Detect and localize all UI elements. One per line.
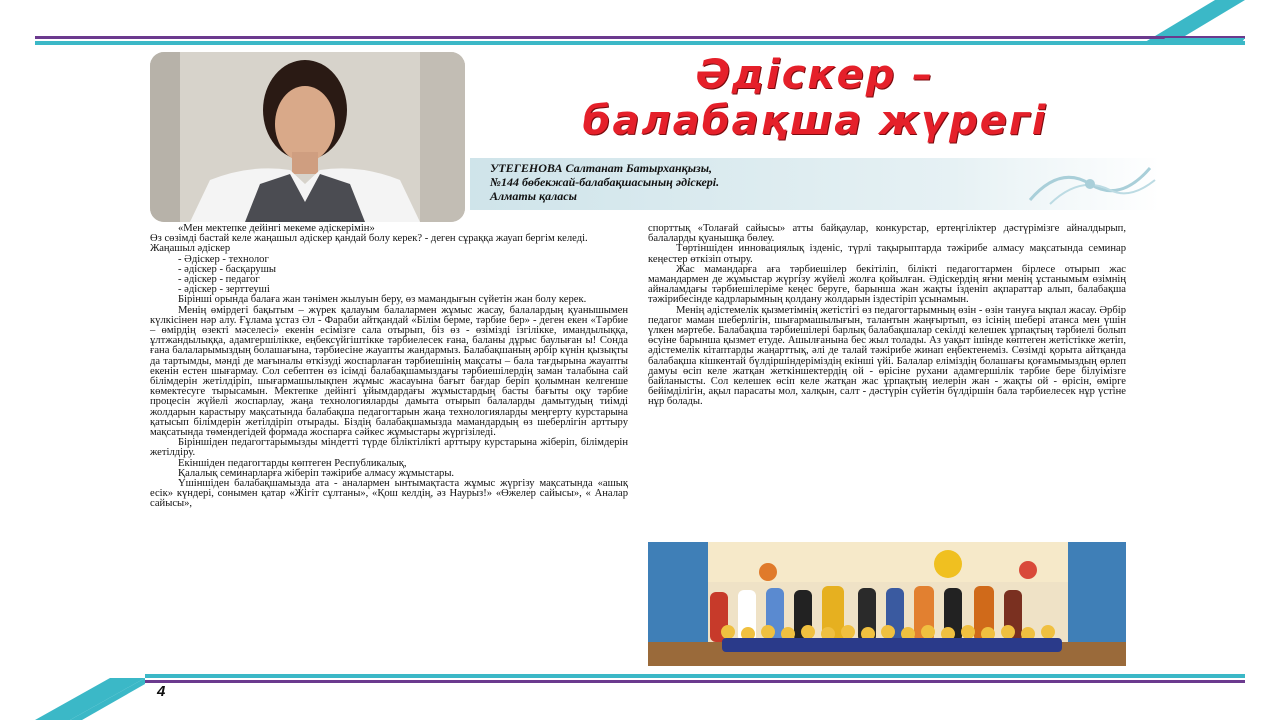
paragraph: «Мен мектепке дейінгі мекеме әдіскерімін» bbox=[178, 223, 375, 234]
paragraph: Бірінші орында балаға жан тәнімен жылуын беру, өз мамандығын сүйетін жан болу керек. bbox=[178, 294, 587, 306]
paragraph: Қалалық семинарларға жіберіп тәжірибе алмасу жұмыстары. bbox=[178, 467, 455, 479]
title-line-2: балабақша жүрегі bbox=[582, 98, 1048, 144]
author-info-box bbox=[470, 158, 1160, 210]
page-number: 4 bbox=[157, 683, 166, 700]
top-decorative-band bbox=[0, 0, 1280, 50]
paragraph: Жаңашыл әдіскер bbox=[150, 243, 231, 255]
paragraph: Екіншіден педагогтарды көптеген Республикалық, bbox=[178, 457, 407, 469]
paragraph: Өз сөзімді бастай келе жаңашыл әдіскер қандай болу керек? - деген сұраққа жауап бергім келеді. bbox=[150, 233, 588, 245]
paragraph: Төртіншіден инновациялық ізденіс, түрлі тақырыптарда тәжірибе алмасу мақсатында семинар кеңестер өткізіп отыру. bbox=[648, 243, 1126, 265]
list-item: - әдіскер - педагог bbox=[178, 274, 260, 286]
article-column-right bbox=[648, 224, 1126, 408]
paragraph: Үшіншіден балабақшамызда ата - аналармен ынтымақтаста жұмыс жүргізу мақсатында «ашық есік» күндері, сонымен қатар «Жігіт сұлтаны», «Қош келдің, әз Наурыз!» «Өжелер сайысы», « Аналар сайысы», bbox=[150, 478, 628, 510]
author-portrait-photo bbox=[150, 52, 465, 222]
paragraph: Менің әдістемелік қызметімнің жетістігі өз педагогтарымның өзін - өзін тануға ықпал жасау. Әрбір педагог маман шеберлігін, шығармашылығын, талантын жаңғыртып, өз ісінің шебері атанса мен үшін үлкен мәртебе. Балабақша тәрбиешілері барлық балабақшалар секілді келешек ұрпақтың тәрбиелі болып өсуіне барынша қызмет етуде. Ашылғанына бес жыл толады. Аз уақыт ішінде көптеген жетістікке жетіп, әдістемелік кітаптарды жаңарттық, әлі де талай тәжірибе жинап еңбектенеміз. Сөзімді қорыта айтқанда балабақша кішкентай бүлдіршіндеріміздің екінші үйі. Балалар еліміздің болашағы қоғамымыздың өрлеп дамуы өсіп келе жатқан жеткіншектердің ой - өрісіне рухани адамгершілік тәрбие бере білуімізге байланысты. Сол келешек өсіп келе жатқан жас ұрпақтың иелерін жан - жақты ой - өрісін, өмірге бейімділігін, ақыл парасаты мол, халқын, салт - дәстүрін сүйетін бүлдіршін бала тәрбиелесек нұр үстіне нұр болады. bbox=[648, 304, 1126, 408]
author-position: №144 бөбекжай-балабақшасының әдіскері. bbox=[490, 175, 720, 189]
list-item: - әдіскер - зерттеуші bbox=[178, 284, 270, 296]
list-item: - әдіскер - басқарушы bbox=[178, 263, 276, 275]
title-line-1: Әдіскер – bbox=[695, 52, 935, 98]
kindergarten-group-photo bbox=[648, 542, 1126, 666]
bottom-decorative-band bbox=[0, 668, 1280, 720]
ornament-icon bbox=[1020, 160, 1160, 208]
paragraph: Біріншіден педагогтарымызды міндетті түрде біліктілікті арттыру курстарына жіберіп, білімдерін жетілдіру. bbox=[150, 437, 628, 459]
author-name: УТЕГЕНОВА Салтанат Батырханқызы, bbox=[490, 161, 713, 175]
author-city: Алматы қаласы bbox=[490, 189, 577, 203]
paragraph: Менің өмірдегі бақытым – жүрек қалауым балалармен жұмыс жасау, балалардың қуанышымен күлкісінен нәр алу. Ғұлама ұстаз Әл - Фараби айтқандай «Білім берме, тәрбие бер» - деген екен «Тәрбие – өмірдің өзекті мәселесі» екенін есімізге сала отырып, біз өз - өзімізді ізгілікке, имандылыққа, ұлтжандылыққа, адамгершілікке, еңбексүйгіштікке тәрбиелесек ғана, баланы дұрыс баулыған ы! Сонда ғана балаларымыздың болашағына, тәрбиесіне жауапты жандармыз. Балабақшаның әрбір күнін қызықты да тартымды, мәнді де мағыналы өткізуді жоспарлаған тәрбиешінің мақсаты – бала тағдырына жауапты екенін естен шығармау. Сол себептен өз ісімді балабақшамыздағы тәрбиешілердің заман талабына сай білімдерін жетілдіріп, шығармашылықпен жұмыс жасауына бағыт бағдар беріп қолымнан келгенше көмектесуге тырысамын. Мектепке дейінгі ұйымдардағы жұмыстардың басты бағыты оқу тәрбие процесін жүйелі жоспарлау, жаңа технологияларды дамыта отырып балаларды дамытудың тиімді жолдарын карастыру мақсатында балабақша педагогтарын жаңа технологияларды меңгерту курстарына қатысып білімдерін жетілдіріп отырады. Біздің балабақшамызда мамандардың өз шеберлігін арттыру мақсатында төмендегідей формада жоспарға сәйкес жұмыстары жүргізіледі. bbox=[150, 304, 628, 439]
paragraph: спорттық «Толағай сайысы» атты байқаулар, конкурстар, ертеңгіліктер дәстүрімізге айналдырып, балаларды қуанышқа бөлеу. bbox=[648, 223, 1126, 245]
article-title bbox=[470, 52, 1160, 144]
paragraph: Жас мамандарға аға тәрбиешілер бекітіліп, білікті педагогтармен бірлесе отырып жас мамандармен де жұмыстар жүргізу жүйелі жолға қойылған. Әдіскердің яғни менің ұстанымым өзімнің айналамдағы тәрбиешілеріме кеңес беруге, барынша жан жақты ізденіп ақпараттар алып, балабақша тәжірибесінде кадрларымның қолдану жолдарын іздестіріп ұсынамын. bbox=[648, 263, 1126, 306]
list-item: - Әдіскер - технолог bbox=[178, 253, 269, 265]
article-column-left bbox=[150, 224, 628, 510]
author-byline bbox=[490, 161, 1010, 203]
